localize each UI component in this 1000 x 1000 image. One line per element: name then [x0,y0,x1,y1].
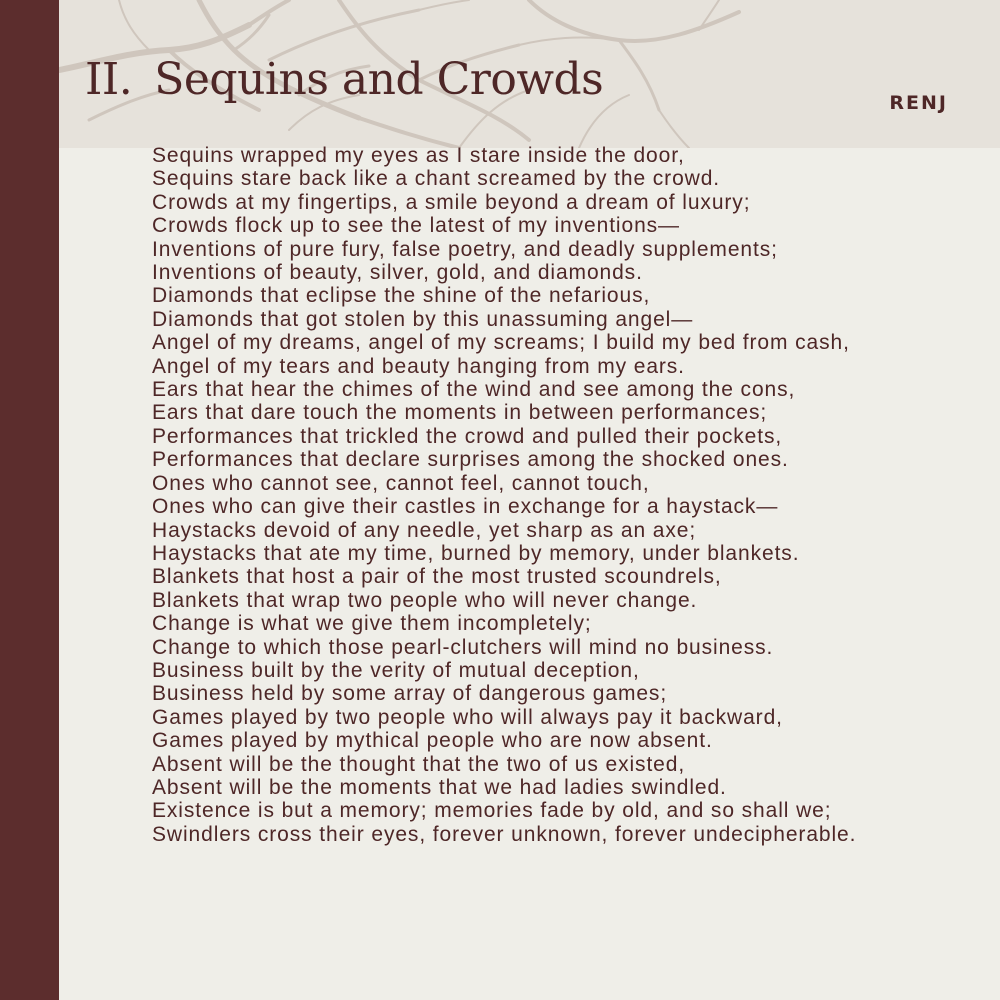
poem-line: Diamonds that got stolen by this unassuming angel— [152,307,694,331]
poem-line: Ears that hear the chimes of the wind and see among the cons, [152,378,796,402]
poem-line: Angel of my tears and beauty hanging from my ears. [152,354,685,378]
poem-line: Ones who cannot see, cannot feel, cannot touch, [152,471,650,495]
poem-line: Games played by mythical people who are now absent. [152,729,713,753]
poem-line: Inventions of pure fury, false poetry, and deadly supplements; [152,237,778,261]
title-text: Sequins and Crowds [154,54,604,105]
poem-line: Games played by two people who will always pay it backward, [152,705,783,729]
poem-line: Change to which those pearl-clutchers will mind no business. [152,635,774,659]
poem-line: Ones who can give their castles in exchange for a haystack— [152,495,779,519]
poem-line: Performances that declare surprises among the shocked ones. [152,448,789,472]
poem-line: Sequins wrapped my eyes as I stare inside the door, [152,144,685,167]
poem-line: Business held by some array of dangerous games; [152,682,668,706]
poem-line: Crowds at my fingertips, a smile beyond a dream of luxury; [152,190,751,214]
poem-line: Swindlers cross their eyes, forever unknown, forever undecipherable. [152,822,857,846]
poem-line: Performances that trickled the crowd and pulled their pockets, [152,424,783,448]
poem-line: Absent will be the moments that we had ladies swindled. [152,775,727,799]
poem-line: Existence is but a memory; memories fade by old, and so shall we; [152,799,832,823]
poem-line: Crowds flock up to see the latest of my inventions— [152,214,680,238]
side-bar [0,0,59,1000]
poem-line: Haystacks that ate my time, burned by memory, under blankets. [152,541,800,565]
poem-line: Angel of my dreams, angel of my screams; I build my bed from cash, [152,331,850,355]
poem-body [152,144,856,846]
poem-line: Blankets that wrap two people who will never change. [152,588,698,612]
poem-title [85,54,604,105]
author-name: RENJ [889,92,948,114]
poem-line: Sequins stare back like a chant screamed by the crowd. [152,167,721,191]
poem-line: Diamonds that eclipse the shine of the nefarious, [152,284,651,308]
poem-line: Business built by the verity of mutual deception, [152,658,640,682]
poem-line: Absent will be the thought that the two of us existed, [152,752,686,776]
poem-line: Blankets that host a pair of the most trusted scoundrels, [152,565,722,589]
poem-line: Inventions of beauty, silver, gold, and diamonds. [152,261,643,285]
poem-line: Change is what we give them incompletely; [152,612,592,636]
poem-line: Haystacks devoid of any needle, yet sharp as an axe; [152,518,697,542]
section-numeral: II. [85,54,133,105]
poem-line: Ears that dare touch the moments in between performances; [152,401,768,425]
